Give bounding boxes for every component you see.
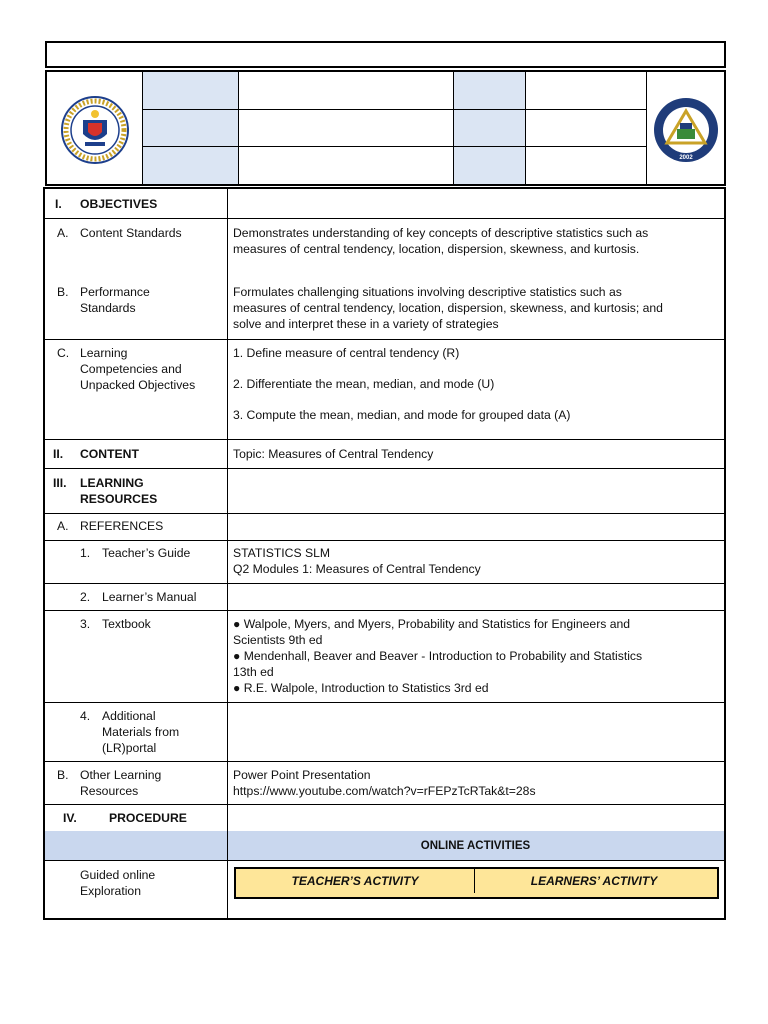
competency-item-3: 3. Compute the mean, median, and mode for grouped data (A) [233, 408, 571, 422]
content-standards-label: Content Standards [80, 226, 182, 240]
row-references [45, 513, 724, 541]
competencies-label: Learning Competencies and Unpacked Objectives [80, 346, 196, 392]
lesson-plan-table [43, 187, 726, 920]
teachers-guide-text: STATISTICS SLM Q2 Modules 1: Measures of Central Tendency [233, 546, 481, 576]
competency-item-2: 2. Differentiate the mean, median, and mode (U) [233, 377, 495, 391]
school-seal-icon [651, 97, 721, 163]
references-label: REFERENCES [80, 519, 164, 533]
textbook-number: 3. [80, 617, 91, 631]
competency-item-1: 1. Define measure of central tendency (R) [233, 346, 460, 360]
learners-manual-number: 2. [80, 590, 91, 604]
header-value-cell-6 [526, 147, 647, 184]
header-value-cell-4 [526, 110, 647, 147]
content-number: II. [53, 447, 64, 461]
row-learners-manual [45, 583, 724, 611]
other-resources-text: Power Point Presentation https://www.youtube.com/watch?v=rFEPzTcRTak&t=28s [233, 768, 536, 798]
additional-materials-number: 4. [80, 709, 91, 723]
resources-number: III. [53, 476, 67, 490]
content-heading: CONTENT [80, 447, 139, 461]
guided-exploration-label: Guided online Exploration [80, 868, 156, 898]
references-number: A. [57, 519, 69, 533]
content-topic: Topic: Measures of Central Tendency [233, 447, 434, 461]
teacher-activity-header: TEACHER’S ACTIVITY [236, 869, 475, 893]
teachers-guide-label: Teacher’s Guide [102, 546, 191, 560]
header-label-cell-5 [143, 147, 239, 184]
procedure-number: IV. [63, 811, 77, 825]
row-learning-competencies [45, 339, 724, 440]
competencies-number: C. [57, 346, 70, 360]
textbook-list: ● Walpole, Myers, and Myers, Probability and Statistics for Engineers and Scientists 9th ed ● Mendenhall, Beaver and Beaver - Introduction to Probability and Statistics 13th ed ● R.E. Walpole, Introduction to Statistics 3rd ed [233, 617, 643, 695]
objectives-heading: OBJECTIVES [80, 197, 158, 211]
row-additional-materials [45, 702, 724, 762]
teachers-guide-number: 1. [80, 546, 91, 560]
performance-standards-label: Performance Standards [80, 285, 150, 315]
header-value-cell-2 [526, 72, 647, 110]
textbook-label: Textbook [102, 617, 151, 631]
additional-materials-label: Additional Materials from (LR)portal [102, 709, 180, 755]
online-activities-bar [45, 831, 724, 861]
header-label-cell-1 [143, 72, 239, 110]
other-resources-label: Other Learning Resources [80, 768, 162, 798]
row-objectives [45, 189, 724, 219]
row-standards [45, 218, 724, 340]
procedure-heading: PROCEDURE [109, 811, 187, 825]
header-value-cell-1 [239, 72, 454, 110]
logo-cell-left [47, 72, 143, 184]
header-value-cell-3 [239, 110, 454, 147]
activity-table [234, 867, 719, 899]
other-resources-number: B. [57, 768, 69, 782]
learners-manual-label: Learner’s Manual [102, 590, 197, 604]
learners-activity-header: LEARNERS’ ACTIVITY [530, 874, 658, 888]
resources-heading: LEARNING RESOURCES [80, 476, 158, 506]
header-table [45, 70, 726, 186]
content-standards-number: A. [57, 226, 69, 240]
document-title-box [45, 41, 726, 68]
svg-text:2002: 2002 [679, 155, 693, 161]
row-learning-resources [45, 468, 724, 514]
online-bar-divider [227, 831, 228, 860]
header-label-cell-2 [454, 72, 526, 110]
deped-seal-icon [61, 96, 129, 164]
header-label-cell-3 [143, 110, 239, 147]
row-teachers-guide [45, 540, 724, 584]
header-label-cell-6 [454, 147, 526, 184]
content-standards-text: Demonstrates understanding of key concepts of descriptive statistics such as measures of central tendency, location, dispersion, skewness, and kurtosis. [233, 226, 649, 256]
header-label-cell-4 [454, 110, 526, 147]
header-value-cell-5 [239, 147, 454, 184]
row-other-resources [45, 761, 724, 805]
performance-standards-number: B. [57, 285, 69, 299]
row-procedure [45, 804, 724, 832]
objectives-number: I. [55, 197, 62, 211]
row-textbook [45, 610, 724, 703]
performance-standards-text: Formulates challenging situations involving descriptive statistics such as measures of central tendency, location, dispersion, skewness, and kurtosis; and solve and interpret these in a variety of strategies [233, 285, 663, 331]
online-activities-heading: ONLINE ACTIVITIES [420, 840, 531, 852]
row-content [45, 439, 724, 469]
